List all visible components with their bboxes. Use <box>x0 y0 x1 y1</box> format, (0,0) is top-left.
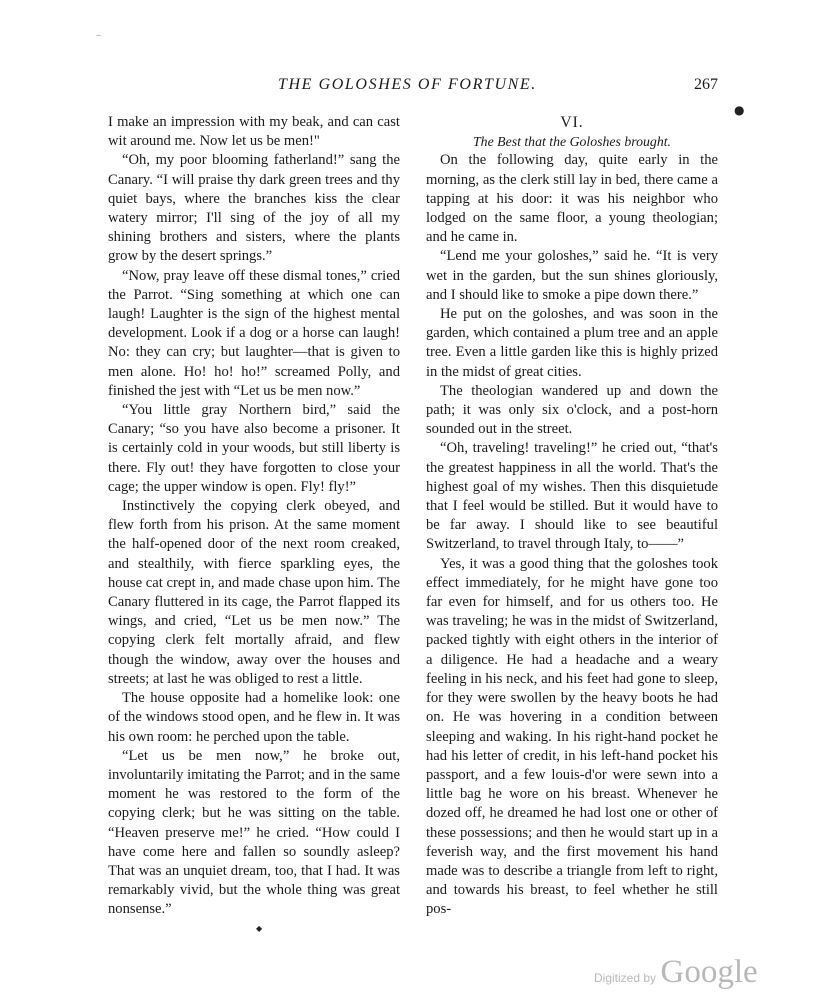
paragraph: “You little gray Northern bird,” said the Canary; “so you have also become a prisoner. It is certainly cold in your woods, but still liberty is there. Fly out! they have forgotten to close your cage; the upper window is open. Fly! fly!” <box>108 402 400 495</box>
paragraph: “Oh, my poor blooming fatherland!” sang the Canary. “I will praise thy dark green trees and thy quiet bays, where the branches kiss the clear watery mirror; I'll sing of the joy of all my shining brothers and sisters, where the plants grow by the desert springs.” <box>108 152 400 265</box>
paragraph: “Let us be men now,” he broke out, involuntarily imitating the Parrot; and in the same moment he was restored to the form of the copying clerk; but he was sitting on the table. “Heaven preserve me!” he cried. “How could I have come here and fallen so soundly asleep? That was an unquiet dream, too, that I had. It was remarkably vivid, but the whole thing was great nonsense.” <box>108 747 400 918</box>
watermark-prefix: Digitized by <box>594 971 657 985</box>
left-column <box>108 113 400 920</box>
paragraph: The house opposite had a homelike look: one of the windows stood open, and he flew in. It was his own room: he perched upon the table. <box>108 690 400 745</box>
section-number: VI. <box>560 114 584 131</box>
paragraph: On the following day, quite early in the morning, as the clerk still lay in bed, there came a tapping at his door: it was his neighbor who lodged on the same floor, a young theologian; and he came in. <box>426 152 718 246</box>
paragraph: I make an impression with my beak, and can cast wit around me. Now let us be men!" <box>108 114 400 150</box>
section-title: The Best that the Goloshes brought. <box>473 134 671 150</box>
paragraph: “Lend me your goloshes,” said he. “It is very wet in the garden, but the sun shines gloriously, and I should like to smoke a pipe down there.” <box>426 248 718 303</box>
paragraph: Instinctively the copying clerk obeyed, and flew forth from his prison. At the same moment the half-opened door of the next room creaked, and stealthily, with fierce sparkling eyes, the house cat crept in, and made chase upon him. The Canary fluttered in its cage, the Parrot flapped its wings, and cried, “Let us be men now.” The copying clerk felt mortally afraid, and flew though the window, away over the houses and streets; at last he was obliged to rest a little. <box>108 498 400 687</box>
digitized-watermark <box>594 954 758 991</box>
page-number: 267 <box>694 76 718 93</box>
paragraph: “Now, pray leave off these dismal tones,” cried the Parrot. “Sing something at which one can laugh! Laughter is the sign of the highest mental development. Look if a dog or a horse can laugh! No: they can cry; but laughter—that is given to men alone. Ho! ho! ho!” screamed Polly, and finished the jest with “Let us be men now.” <box>108 267 400 399</box>
right-column <box>426 113 718 920</box>
paragraph: He put on the goloshes, and was soon in the garden, which contained a plum tree and an apple tree. Even a little garden like this is highly prized in the midst of great cities. <box>426 306 718 380</box>
margin-dot: ● <box>734 103 745 117</box>
margin-dot: ◆ <box>256 924 263 933</box>
margin-tick: – <box>96 30 101 41</box>
paragraph: “Oh, traveling! traveling!” he cried out, “that's the greatest happiness in all the world. That's the highest goal of my wishes. Then this disquietude that I feel would be stilled. But it would have to be far away. I should like to see beautiful Switzerland, to travel through Italy, to——” <box>426 440 718 553</box>
paragraph: The theologian wandered up and down the path; it was only six o'clock, and a post-horn sounded out in the street. <box>426 382 718 438</box>
paragraph: Yes, it was a good thing that the goloshes took effect immediately, for he might have gone too far even for himself, and for us others too. He was traveling; he was in the midst of Switzerland, packed tightly with eight others in the interior of a diligence. He had a headache and a weary feeling in his neck, and his feet had gone to sleep, for they were swollen by the heavy boots he had on. He was hovering in a condition between sleeping and waking. In his right-hand pocket he had his letter of credit, in his left-hand pocket his passport, and a few louis-d'or were sewn into a little bag he wore on his breast. Whenever he dozed off, he dreamed he had lost one or other of these possessions; and then he would start up in a feverish way, and the first movement his hand made was to describe a triangle from left to right, and towards his breast, to feel whether he still pos- <box>426 555 718 918</box>
running-title: THE GOLOSHES OF FORTUNE. <box>278 76 537 93</box>
running-header <box>108 76 718 100</box>
watermark-brand: Google <box>660 954 758 990</box>
